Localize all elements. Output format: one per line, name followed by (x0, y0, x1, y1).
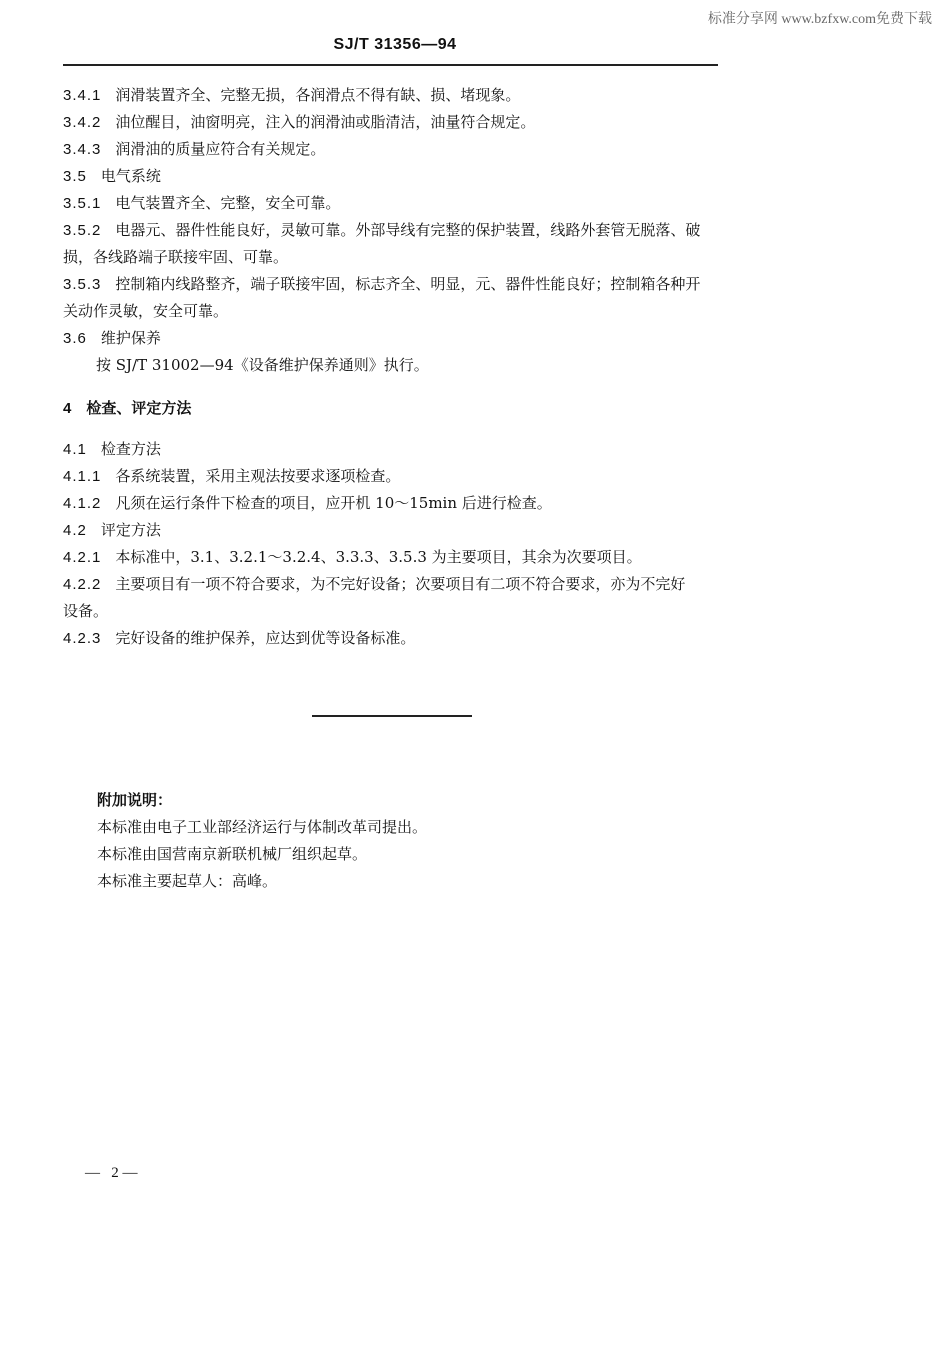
clause-number: 4.2.1 (63, 549, 102, 566)
clause-4-2-2-cont: 设备。 (63, 602, 109, 620)
clause-4-1 (63, 436, 723, 463)
clause-text: 电器元、器件性能良好，灵敏可靠。外部导线有完整的保护装置，线路外套管无脱落、破 (115, 221, 701, 239)
clause-3-6-text: 按 SJ/T 31002—94《设备维护保养通则》执行。 (96, 356, 429, 374)
clause-text: 控制箱内线路整齐，端子联接牢固，标志齐全、明显，元、器件性能良好；控制箱各种开 (115, 275, 701, 293)
clause-3-5 (63, 163, 723, 190)
clause-3-5-3 (63, 271, 723, 298)
header-rule (63, 64, 718, 66)
clause-3-5-2-cont: 损，各线路端子联接牢固、可靠。 (63, 248, 289, 266)
clause-4-2 (63, 517, 723, 544)
clause-text: 主要项目有一项不符合要求，为不完好设备；次要项目有二项不符合要求，亦为不完好 (115, 575, 686, 593)
header-title: SJ/T 31356—94 (333, 36, 457, 53)
clause-text: 润滑油的质量应符合有关规定。 (115, 140, 326, 158)
additional-notes (97, 787, 427, 895)
clause-number: 3.5 (63, 168, 87, 185)
clause-number: 3.4.3 (63, 141, 102, 158)
watermark: 标准分享网 www.bzfxw.com免费下载 (707, 12, 932, 27)
clause-3-5-2 (63, 217, 723, 244)
clause-text: 电气系统 (100, 167, 161, 185)
clause-3-5-1 (63, 190, 723, 217)
clause-4-2-1 (63, 544, 723, 571)
clause-number: 3.4.2 (63, 114, 102, 131)
clause-text: 油位醒目，油窗明亮，注入的润滑油或脂清洁，油量符合规定。 (115, 113, 536, 131)
section-title: 检查、评定方法 (86, 399, 192, 417)
clause-number: 4.1.2 (63, 495, 102, 512)
clause-3-4-1 (63, 82, 723, 109)
clause-text: 本标准中，3.1、3.2.1～3.2.4、3.3.3、3.5.3 为主要项目，其余为次要项目。 (115, 548, 642, 566)
clause-text: 评定方法 (100, 521, 161, 539)
clause-number: 4.2.2 (63, 576, 102, 593)
clause-4-2-3 (63, 625, 723, 652)
document-body (63, 82, 723, 652)
clause-number: 4.1 (63, 441, 87, 458)
section-number: 4 (63, 400, 73, 417)
clause-number: 3.4.1 (63, 87, 102, 104)
clause-3-5-3-cont: 关动作灵敏，安全可靠。 (63, 302, 229, 320)
clause-number: 3.5.2 (63, 222, 102, 239)
clause-number: 4.1.1 (63, 468, 102, 485)
clause-text: 电气装置齐全、完整，安全可靠。 (115, 194, 341, 212)
clause-text: 凡须在运行条件下检查的项目，应开机 10～15min 后进行检查。 (115, 494, 552, 512)
clause-text: 润滑装置齐全、完整无损，各润滑点不得有缺、损、堵现象。 (115, 86, 521, 104)
clause-3-4-3 (63, 136, 723, 163)
section-4-heading (63, 395, 723, 422)
clause-number: 4.2 (63, 522, 87, 539)
note-item: 本标准由电子工业部经济运行与体制改革司提出。 (97, 818, 428, 836)
page-number: — 2 — (85, 1165, 138, 1181)
clause-text: 维护保养 (100, 329, 161, 347)
clause-number: 3.5.3 (63, 276, 102, 293)
clause-text: 各系统装置，采用主观法按要求逐项检查。 (115, 467, 401, 485)
notes-heading: 附加说明： (97, 791, 173, 809)
clause-3-4-2 (63, 109, 723, 136)
note-item: 本标准主要起草人：高峰。 (97, 872, 278, 890)
clause-4-2-2 (63, 571, 723, 598)
clause-text: 完好设备的维护保养，应达到优等设备标准。 (115, 629, 416, 647)
clause-number: 3.6 (63, 330, 87, 347)
clause-4-1-1 (63, 463, 723, 490)
end-rule (312, 715, 472, 717)
clause-number: 4.2.3 (63, 630, 102, 647)
clause-text: 检查方法 (100, 440, 161, 458)
note-item: 本标准由国营南京新联机械厂组织起草。 (97, 845, 368, 863)
clause-4-1-2 (63, 490, 723, 517)
clause-3-6 (63, 325, 723, 352)
clause-number: 3.5.1 (63, 195, 102, 212)
